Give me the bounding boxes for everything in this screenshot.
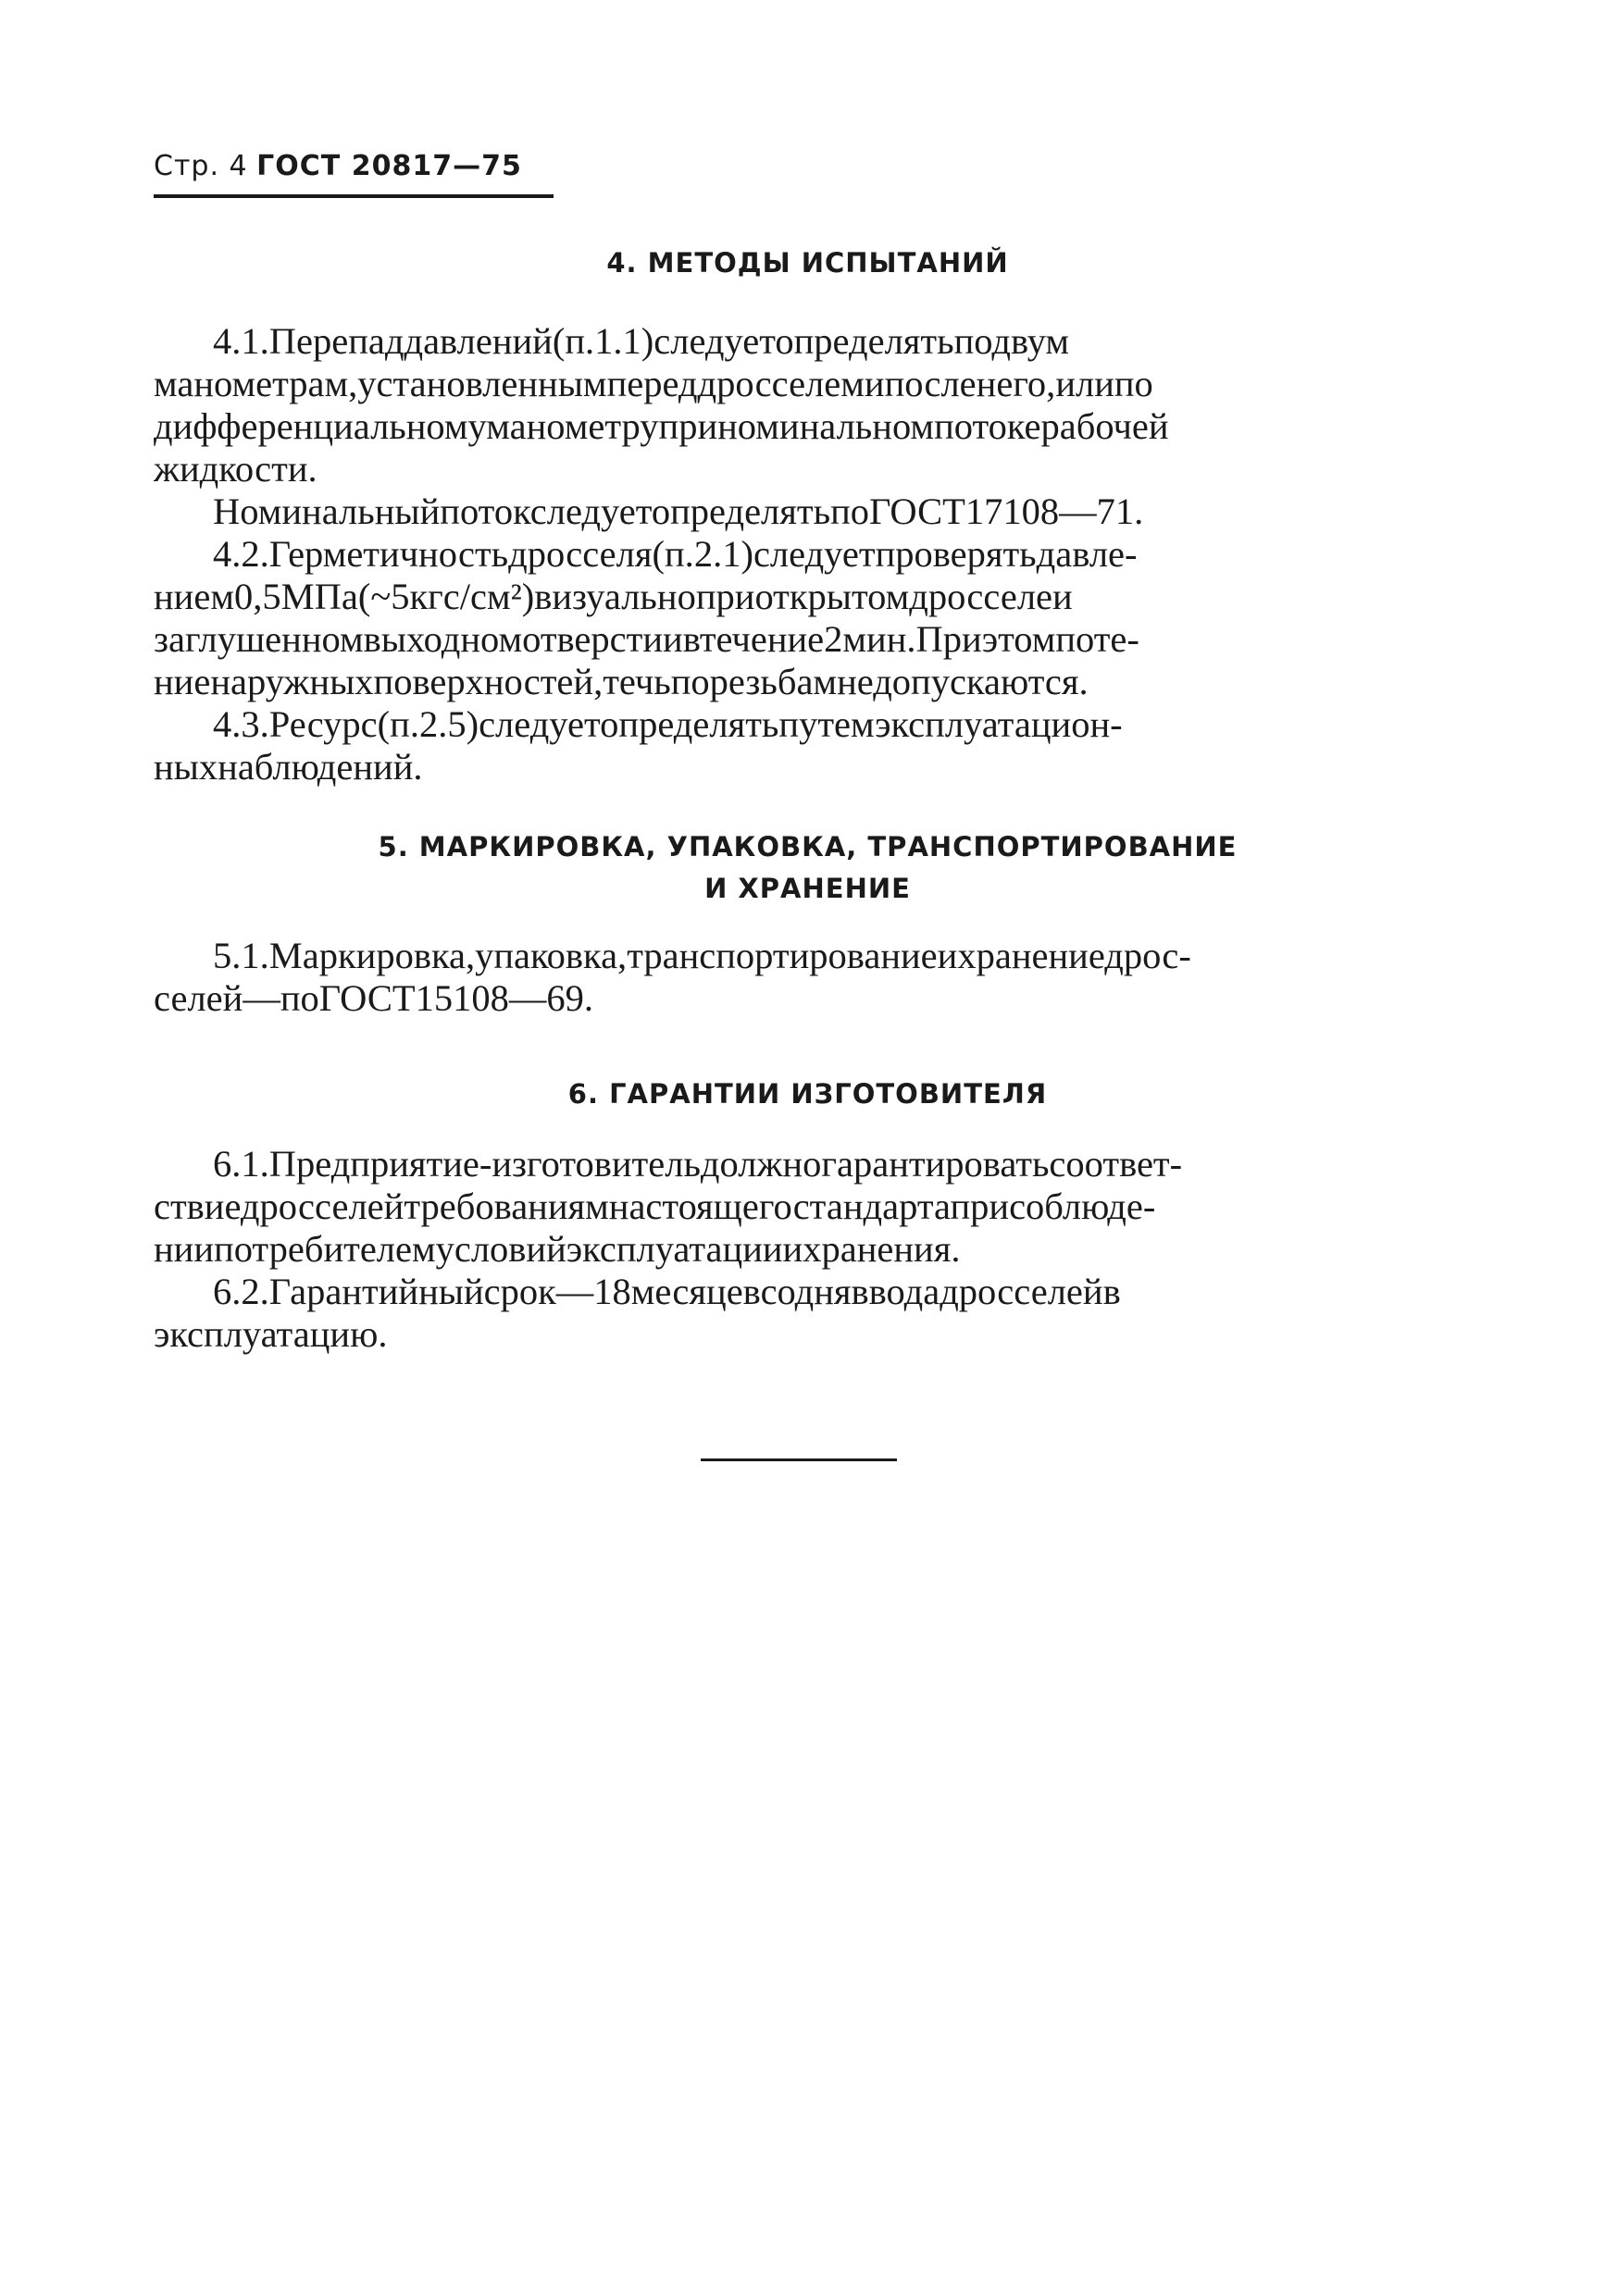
paragraph-line: ныхнаблюдений. <box>154 746 423 788</box>
section-6-title: 6. ГАРАНТИИ ИЗГОТОВИТЕЛЯ <box>567 1078 1048 1110</box>
paragraph-line: 6.2.Гарантийныйсрок—18месяцевсоднявводадросселейв <box>213 1271 1121 1312</box>
paragraph-line: ниенаружныхповерхностей,течьпорезьбамнедопускаются. <box>154 661 1089 702</box>
paragraph-line: 4.1.Перепаддавлений(п.1.1)следуетопределятьподвум <box>213 320 1070 362</box>
page-number: Стр. 4 <box>154 150 248 182</box>
paragraph-line: нием0,5МПа(~5кгс/см²)визуальноприоткрытомдросселеи <box>154 576 1073 617</box>
paragraph-line: 4.3.Ресурс(п.2.5)следуетопределятьпутемэксплуатацион- <box>213 703 1123 745</box>
section-6-body <box>154 1143 1462 1356</box>
section-5-title-line-2: И ХРАНЕНИЕ <box>704 873 911 904</box>
standard-number: ГОСТ 20817—75 <box>256 150 522 182</box>
section-5-title-line-1: 5. МАРКИРОВКА, УПАКОВКА, ТРАНСПОРТИРОВАНИЕ <box>378 831 1238 863</box>
paragraph-line: дифференциальномуманометруприноминальномпотокерабочей <box>154 405 1169 447</box>
paragraph-line: 4.2.Герметичностьдросселя(п.2.1)следуетпроверятьдавле- <box>213 533 1138 575</box>
section-4-body <box>154 320 1462 788</box>
paragraph-line: жидкости. <box>154 448 317 490</box>
paragraph-line: 6.1.Предприятие-изготовительдолжногарантироватьсоответ- <box>213 1143 1183 1185</box>
paragraph-line: селей—поГОСТ15108—69. <box>154 977 594 1019</box>
paragraph-line: НоминальныйпотокследуетопределятьпоГОСТ17108—71. <box>213 490 1144 532</box>
paragraph-line: ниипотребителемусловийэксплуатацииихранения. <box>154 1228 961 1270</box>
section-5-body <box>154 935 1462 1020</box>
section-4-title: 4. МЕТОДЫ ИСПЫТАНИЙ <box>606 247 1009 279</box>
paragraph-line: заглушенномвыходномотверстиивтечение2мин.Приэтомпоте- <box>154 618 1139 660</box>
page-header <box>154 148 522 185</box>
paragraph-line: эксплуатацию. <box>154 1313 388 1355</box>
paragraph-line: 5.1.Маркировка,упаковка,транспортированиеихранениедрос- <box>213 935 1191 976</box>
paragraph-line: манометрам,установленнымпереддросселемипосленего,илипо <box>154 363 1153 404</box>
end-rule <box>701 1458 897 1461</box>
paragraph-line: ствиедросселейтребованиямнастоящегостандартаприсоблюде- <box>154 1185 1156 1227</box>
header-rule <box>154 194 554 198</box>
